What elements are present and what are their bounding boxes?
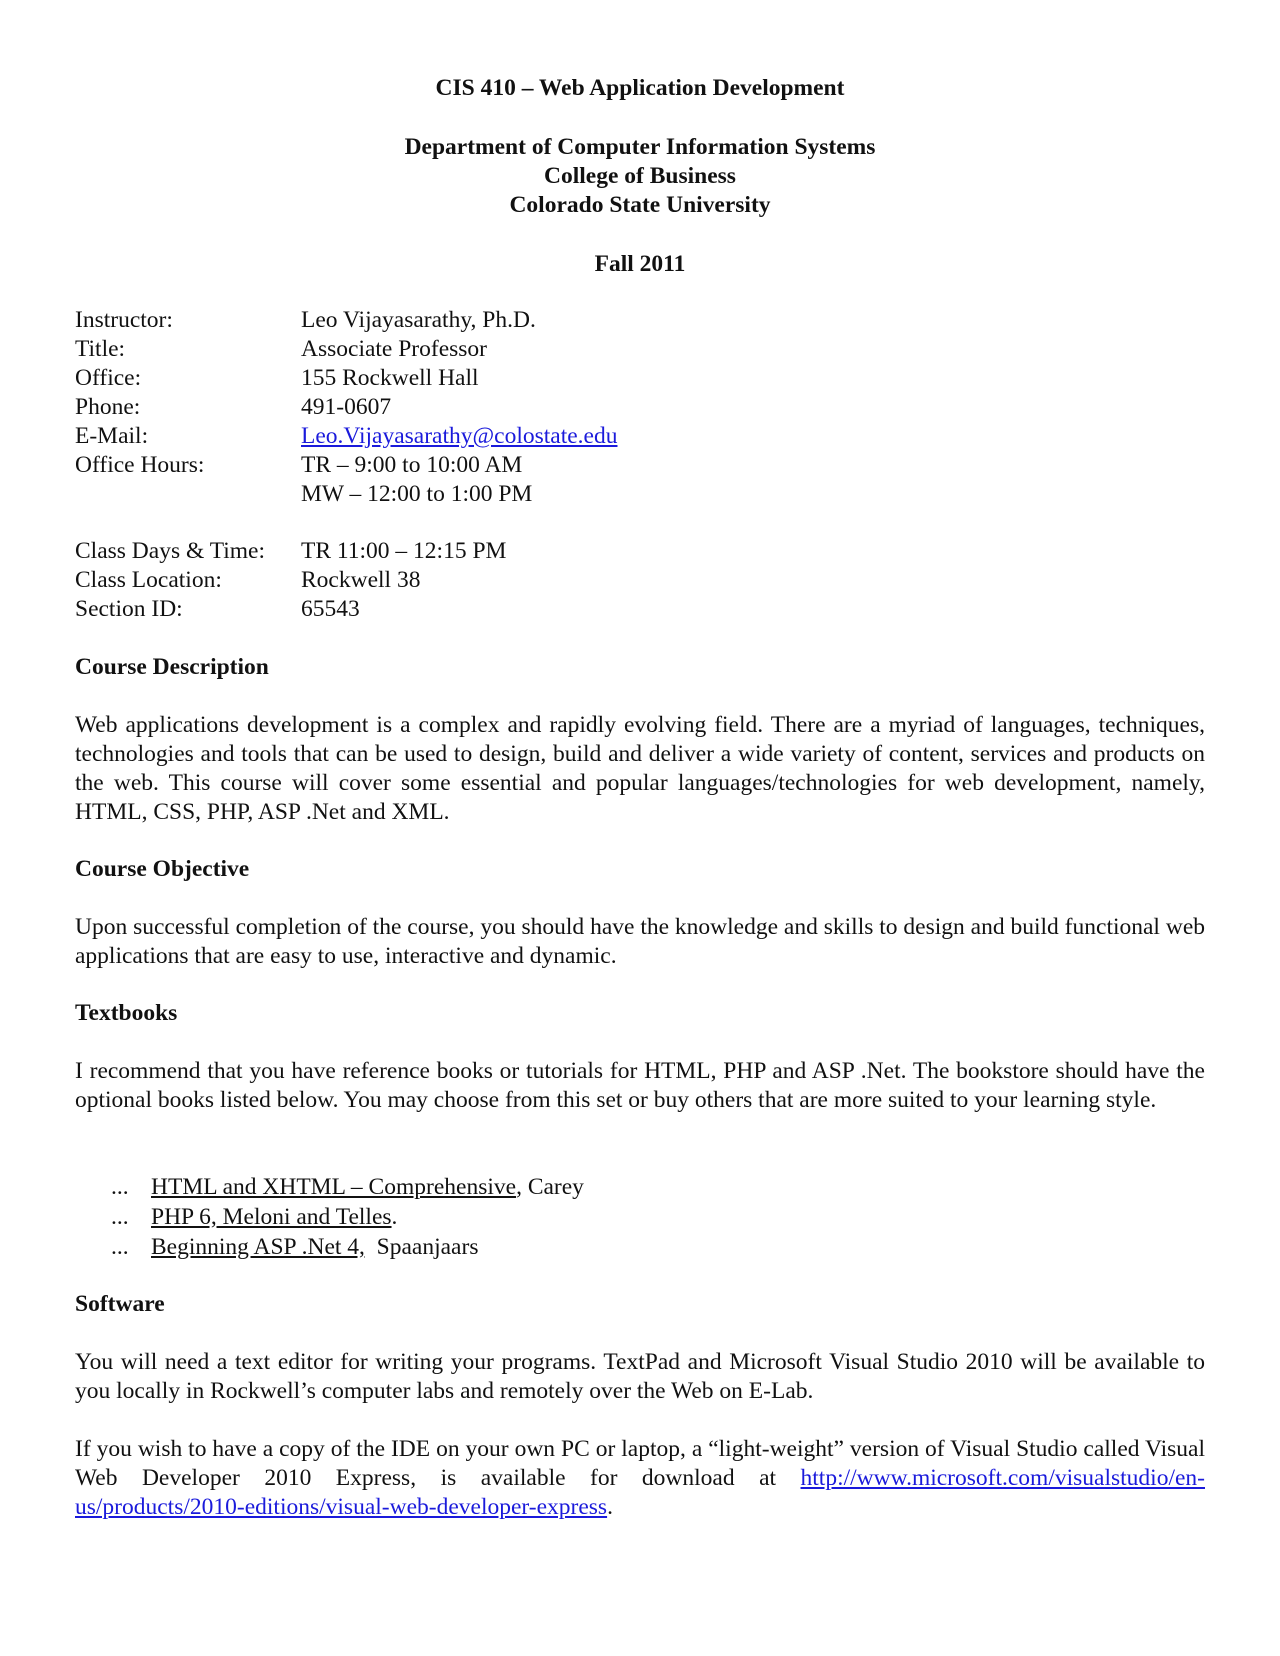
info-label: Office: bbox=[75, 365, 142, 391]
department-block bbox=[0, 133, 1280, 220]
list-item bbox=[111, 1233, 584, 1263]
section-heading-objective: Course Objective bbox=[75, 856, 250, 882]
info-label bbox=[75, 480, 301, 509]
textbooks-paragraph: I recommend that you have reference books or tutorials for HTML, PHP and ASP .Net. The bookstore should have the optional books listed below. You may choose from this set or buy others that are more suited to your learning style. bbox=[75, 1058, 1205, 1113]
info-row bbox=[75, 566, 975, 595]
info-row bbox=[75, 480, 975, 509]
book-title: PHP 6, Meloni and Telles bbox=[151, 1204, 392, 1230]
section-heading-software: Software bbox=[75, 1291, 165, 1317]
class-info-table bbox=[75, 537, 975, 624]
university-name: Colorado State University bbox=[509, 192, 771, 218]
book-author: . bbox=[391, 1204, 398, 1230]
info-label: Title: bbox=[75, 336, 126, 362]
info-row bbox=[75, 537, 975, 566]
section-heading-textbooks: Textbooks bbox=[75, 1000, 178, 1026]
instructor-info-table bbox=[75, 306, 975, 509]
info-row bbox=[75, 364, 975, 393]
info-row bbox=[75, 393, 975, 422]
download-text: If you wish to have a copy of the IDE on your own PC or laptop, a “light-weight” version of Visual Studio called Visual Web Developer 2010 Express, is available for download at bbox=[75, 1436, 1205, 1491]
description-paragraph: Web applications development is a complex and rapidly evolving field. There are a myriad of languages, techniques, technologies and tools that can be used to design, build and deliver a wide variety of content, services and products on the web. This course will cover some essential and popular languages/technologies for web development, namely, HTML, CSS, PHP, ASP .Net and XML. bbox=[75, 712, 1205, 825]
info-label: Office Hours: bbox=[75, 452, 205, 478]
info-label: E-Mail: bbox=[75, 423, 149, 449]
info-row bbox=[75, 335, 975, 364]
info-value: 491-0607 bbox=[301, 394, 392, 420]
info-value: Rockwell 38 bbox=[301, 567, 421, 593]
book-author: Spaanjaars bbox=[364, 1234, 479, 1260]
software-paragraph: You will need a text editor for writing your programs. TextPad and Microsoft Visual Studio 2010 will be available to you locally in Rockwell’s computer labs and remotely over the Web on E-Lab. bbox=[75, 1349, 1205, 1404]
info-label: Class Days & Time: bbox=[75, 538, 265, 564]
email-link[interactable]: Leo.Vijayasarathy@colostate.edu bbox=[301, 423, 618, 449]
bullet-marker: ... bbox=[111, 1174, 129, 1200]
info-value: 155 Rockwell Hall bbox=[301, 365, 479, 391]
info-value: TR 11:00 – 12:15 PM bbox=[301, 538, 507, 564]
info-label: Instructor: bbox=[75, 307, 173, 333]
info-row bbox=[75, 451, 975, 480]
info-value: Associate Professor bbox=[301, 336, 488, 362]
info-value: TR – 9:00 to 10:00 AM bbox=[301, 452, 523, 478]
info-row bbox=[75, 306, 975, 335]
college-name: College of Business bbox=[544, 163, 736, 189]
bullet-marker: ... bbox=[111, 1234, 129, 1260]
bullet-marker: ... bbox=[111, 1204, 129, 1230]
info-value: MW – 12:00 to 1:00 PM bbox=[301, 481, 533, 507]
info-value: Leo Vijayasarathy, Ph.D. bbox=[301, 307, 536, 333]
department-name: Department of Computer Information Systems bbox=[404, 134, 876, 160]
course-title: CIS 410 – Web Application Development bbox=[435, 75, 845, 101]
info-label: Class Location: bbox=[75, 567, 222, 593]
book-title: Beginning ASP .Net 4, bbox=[151, 1234, 365, 1260]
download-text-end: . bbox=[607, 1494, 613, 1520]
info-row bbox=[75, 422, 975, 451]
term: Fall 2011 bbox=[594, 251, 686, 277]
objective-paragraph: Upon successful completion of the course, you should have the knowledge and skills to design and build functional web applications that are easy to use, interactive and dynamic. bbox=[75, 914, 1205, 969]
list-item bbox=[111, 1203, 584, 1233]
info-label: Section ID: bbox=[75, 596, 183, 622]
info-label: Phone: bbox=[75, 394, 141, 420]
info-value: 65543 bbox=[301, 596, 360, 622]
book-author: , Carey bbox=[516, 1174, 584, 1200]
software-download-paragraph bbox=[75, 1435, 1205, 1522]
info-row bbox=[75, 595, 975, 624]
textbook-list bbox=[111, 1173, 584, 1263]
section-heading-description: Course Description bbox=[75, 654, 269, 680]
book-title: HTML and XHTML – Comprehensive bbox=[151, 1174, 517, 1200]
list-item bbox=[111, 1173, 584, 1203]
download-link[interactable]: http://www.microsoft.com/visualstudio/en-us/products/2010-editions/visual-web-developer-express bbox=[75, 1465, 1205, 1520]
